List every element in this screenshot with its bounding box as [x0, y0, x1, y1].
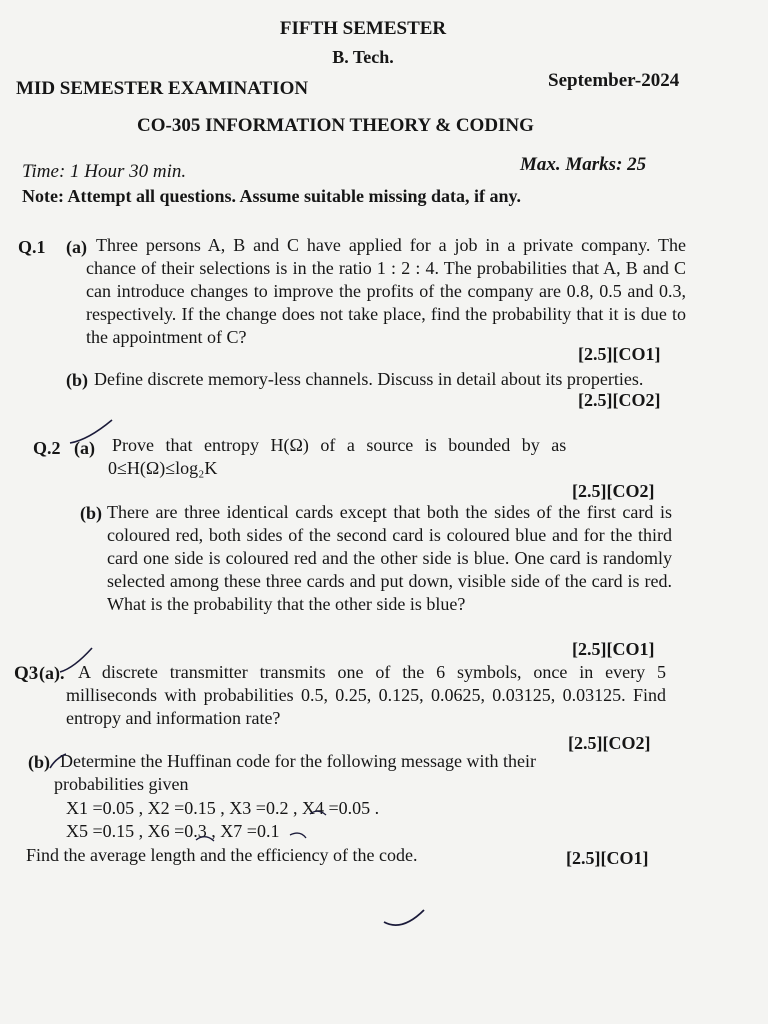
instructions-note: Note: Attempt all questions. Assume suitable missing data, if any.	[22, 186, 522, 206]
exam-title: MID SEMESTER EXAMINATION	[16, 78, 309, 99]
q3a-label: (a).	[39, 663, 65, 683]
q3b-text: Determine the Huffinan code for the following message with their probabilities given	[54, 751, 537, 794]
q3b-label: (b)	[28, 752, 50, 772]
q1b-label: (b)	[66, 370, 88, 390]
tick-mark	[384, 910, 424, 925]
q2a-formula: 0≤H(Ω)≤log₂K	[108, 458, 218, 478]
q2b-marks: [2.5][CO1]	[572, 639, 655, 659]
q3b-probabilities-line2: X5 =0.15 , X6 =0.3 , X7 =0.1	[66, 821, 280, 841]
q1b-marks: [2.5][CO2]	[578, 390, 661, 410]
semester-title: FIFTH SEMESTER	[279, 18, 447, 39]
q2a-marks: [2.5][CO2]	[572, 481, 655, 501]
q3a-check-mark	[60, 648, 92, 672]
q3b-closing-text: Find the average length and the efficiency of the code.	[26, 845, 418, 865]
q1a-marks: [2.5][CO1]	[578, 344, 661, 364]
max-marks: Max. Marks: 25	[520, 154, 647, 175]
exam-date: September-2024	[548, 70, 680, 91]
q3a-marks: [2.5][CO2]	[568, 733, 651, 753]
q2a-check-mark	[70, 420, 112, 443]
q2a-label: (a)	[74, 438, 95, 458]
q2b-text: There are three identical cards except that both the sides of the first card is coloured red, both sides of the second card is coloured blue and for the third card one side is coloured red and the other side is blue. One card is randomly selected among these three cards and put down, visible side of the card is red. What is the probability that the other side is blue?	[107, 502, 672, 614]
q3a-text: A discrete transmitter transmits one of the 6 symbols, once in every 5 milliseconds with probabilities 0.5, 0.25, 0.125, 0.0625, 0.03125, 0.03125. Find entropy and information rate?	[66, 662, 666, 728]
q3-number: Q3	[14, 663, 39, 684]
course-title: CO-305 INFORMATION THEORY & CODING	[137, 115, 534, 136]
degree-title: B. Tech.	[332, 47, 394, 67]
underline-mark	[290, 833, 306, 838]
q3b-check-mark	[50, 754, 66, 768]
underline-mark	[196, 837, 214, 841]
q2-number: Q.2	[33, 438, 61, 458]
q1b-text: Define discrete memory-less channels. Discuss in detail about its properties.	[94, 369, 644, 389]
exam-duration: Time: 1 Hour 30 min.	[22, 161, 187, 182]
q2b-label: (b)	[80, 503, 102, 523]
q1a-label: (a)	[66, 237, 87, 257]
q2a-text: Prove that entropy H(Ω) of a source is bounded by as	[112, 435, 567, 455]
underline-mark	[310, 811, 326, 815]
q1a-text: Three persons A, B and C have applied for a job in a private company. The chance of their selections is in the ratio 1 : 2 : 4. The probabilities that A, B and C can introduce changes to improve the profits of the company are 0.8, 0.5 and 0.3, respectively. If the change does not take place, find the probability that it is due to the appointment of C?	[86, 235, 686, 347]
q3b-probabilities-line1: X1 =0.05 , X2 =0.15 , X3 =0.2 , X4 =0.05 .	[66, 798, 380, 818]
q3b-marks: [2.5][CO1]	[566, 848, 649, 868]
q1-number: Q.1	[18, 237, 46, 257]
